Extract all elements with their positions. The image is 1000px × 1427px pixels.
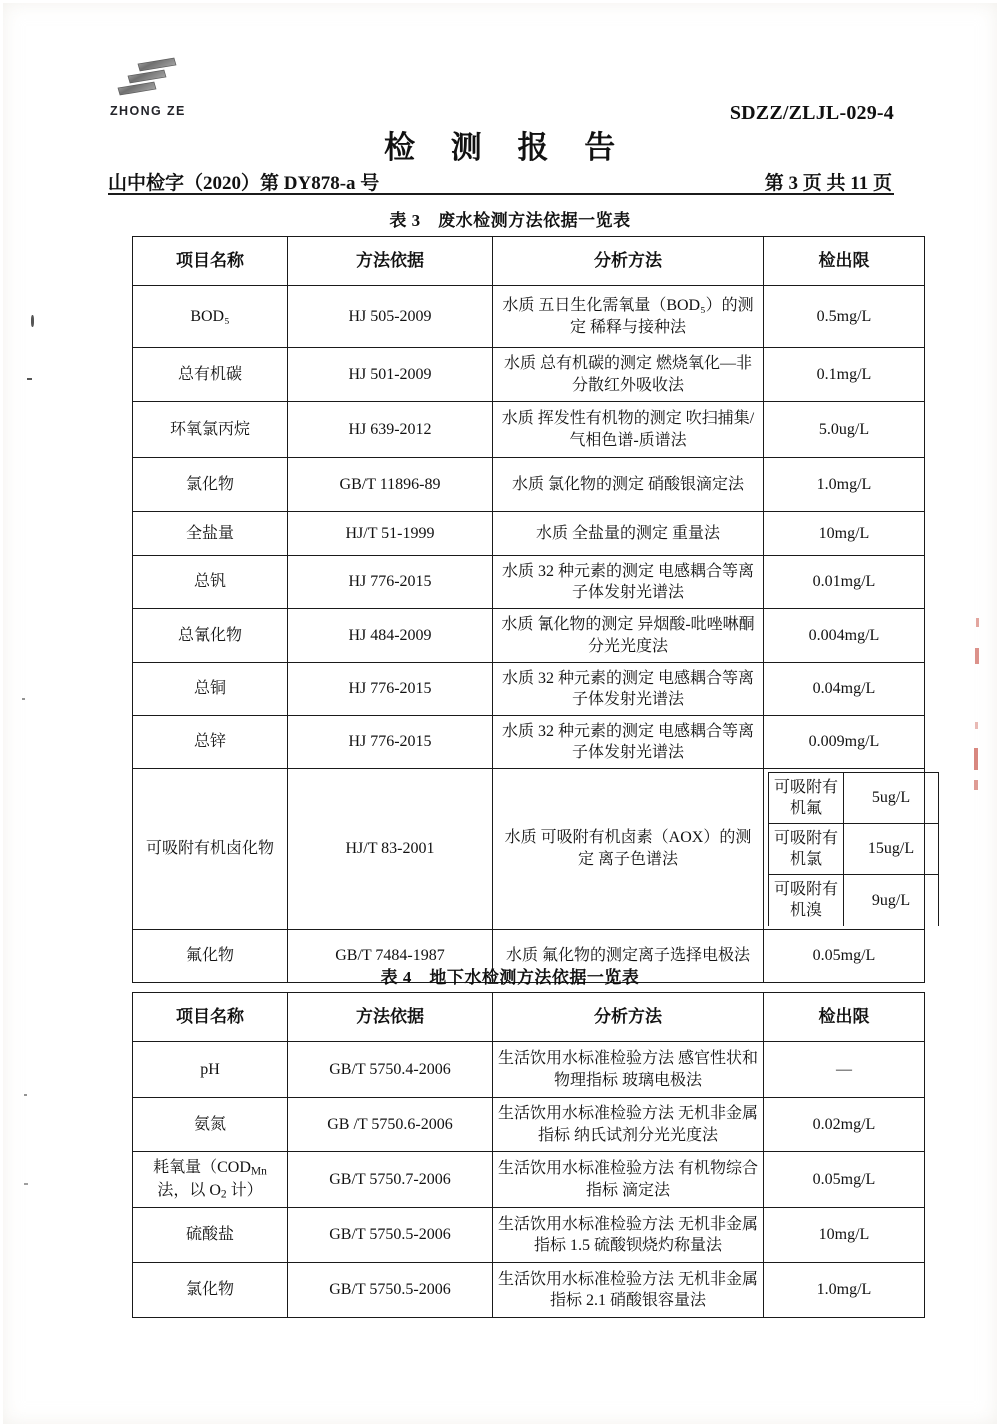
cell-limit: 0.02mg/L	[764, 1098, 925, 1152]
cell-basis: HJ 501-2009	[288, 348, 493, 402]
aox-sub-value: 9ug/L	[844, 875, 939, 926]
cell-method: 水质 氯化物的测定 硝酸银滴定法	[493, 458, 764, 512]
cell-basis: HJ 484-2009	[288, 609, 493, 663]
cell-limit: 1.0mg/L	[764, 458, 925, 512]
cell-method: 水质 32 种元素的测定 电感耦合等离子体发射光谱法	[493, 556, 764, 609]
cell-basis: GB/T 5750.5-2006	[288, 1263, 493, 1318]
cell-name: 硫酸盐	[133, 1208, 288, 1263]
stamp-edge-artifact	[974, 780, 978, 790]
cell-method: 水质 32 种元素的测定 电感耦合等离子体发射光谱法	[493, 716, 764, 769]
cell-method: 水质 五日生化需氧量（BOD₅）的测定 稀释与接种法	[493, 286, 764, 348]
table-row	[133, 716, 925, 769]
cell-method: 生活饮用水标准检验方法 无机非金属指标 纳氏试剂分光光度法	[493, 1098, 764, 1152]
cell-method: 生活饮用水标准检验方法 有机物综合指标 滴定法	[493, 1152, 764, 1208]
table-row-aox	[133, 769, 925, 930]
cell-method: 水质 总有机碳的测定 燃烧氧化—非分散红外吸收法	[493, 348, 764, 402]
cell-basis: GB/T 11896-89	[288, 458, 493, 512]
logo-wordmark: ZHONG ZE	[110, 104, 186, 118]
table3-col-basis: 方法依据	[288, 237, 493, 286]
table3-caption: 表 3 废水检测方法依据一览表	[389, 211, 631, 230]
scan-artifact	[24, 1183, 28, 1185]
table-row	[133, 458, 925, 512]
aox-sub-row	[769, 824, 939, 875]
cell-name: 氟化物	[133, 929, 288, 982]
table4-col-name: 项目名称	[133, 993, 288, 1042]
aox-sublimit-table	[768, 772, 939, 926]
table4-col-limit: 检出限	[764, 993, 925, 1042]
table-row	[133, 512, 925, 556]
cell-name: 氯化物	[133, 458, 288, 512]
aox-sub-label: 可吸附有机溴	[769, 875, 844, 926]
table-row	[133, 663, 925, 716]
cell-limit: 10mg/L	[764, 512, 925, 556]
cell-limit: 0.004mg/L	[764, 609, 925, 663]
cell-limit-group	[764, 769, 925, 930]
header-divider	[108, 193, 894, 195]
report-header	[108, 56, 894, 196]
cell-name: 总有机碳	[133, 348, 288, 402]
aox-sub-row	[769, 773, 939, 824]
cell-method: 水质 可吸附有机卤素（AOX）的测定 离子色谱法	[493, 769, 764, 930]
cell-limit: 0.1mg/L	[764, 348, 925, 402]
cell-method: 水质 全盐量的测定 重量法	[493, 512, 764, 556]
cell-name: 总锌	[133, 716, 288, 769]
cell-name: 耗氧量（$COD_{Mn}$ 法，以 $O_2$ 计）	[133, 1152, 288, 1208]
aox-sub-value: 15ug/L	[844, 824, 939, 875]
cell-name: 全盐量	[133, 512, 288, 556]
cell-name: 氯化物	[133, 1263, 288, 1318]
three-diagonal-bars-logo-icon	[112, 56, 204, 104]
cell-limit: 0.009mg/L	[764, 716, 925, 769]
cell-method: 生活饮用水标准检验方法 无机非金属指标 1.5 硫酸钡烧灼称量法	[493, 1208, 764, 1263]
scan-artifact	[24, 1094, 27, 1096]
cell-basis: HJ 776-2015	[288, 556, 493, 609]
cell-basis: GB/T 5750.4-2006	[288, 1042, 493, 1098]
document-code: SDZZ/ZLJL-029-4	[729, 102, 894, 124]
cell-basis: HJ 639-2012	[288, 402, 493, 458]
cell-name: 可吸附有机卤化物	[133, 769, 288, 930]
cell-basis: GB/T 5750.5-2006	[288, 1208, 493, 1263]
page-title: 检 测 报 告	[384, 130, 630, 165]
scan-artifact	[22, 698, 25, 700]
page-number: 第 3 页 共 11 页	[764, 173, 892, 194]
cell-basis: HJ/T 83-2001	[288, 769, 493, 930]
table4-col-basis: 方法依据	[288, 993, 493, 1042]
table3-col-method: 分析方法	[493, 237, 764, 286]
table-row	[133, 1042, 925, 1098]
cell-method: 水质 挥发性有机物的测定 吹扫捕集/气相色谱-质谱法	[493, 402, 764, 458]
table-row	[133, 556, 925, 609]
scan-artifact	[27, 378, 32, 380]
table4-header-row	[133, 993, 925, 1042]
stamp-edge-artifact	[974, 748, 978, 770]
cell-basis: GB/T 5750.7-2006	[288, 1152, 493, 1208]
cell-limit: 0.05mg/L	[764, 929, 925, 982]
cell-basis: HJ 776-2015	[288, 716, 493, 769]
table-row	[133, 402, 925, 458]
table4-col-method: 分析方法	[493, 993, 764, 1042]
groundwater-method-table	[132, 992, 925, 1318]
stamp-edge-artifact	[976, 618, 979, 627]
table3-header-row	[133, 237, 925, 286]
company-logo	[108, 56, 218, 128]
cell-limit: 0.5mg/L	[764, 286, 925, 348]
table-row	[133, 1263, 925, 1318]
cell-name: 总氰化物	[133, 609, 288, 663]
cell-name: 环氧氯丙烷	[133, 402, 288, 458]
report-number: 山中检字（2020）第 DY878-a 号	[108, 173, 380, 194]
cell-limit: 0.05mg/L	[764, 1152, 925, 1208]
cell-basis: HJ 776-2015	[288, 663, 493, 716]
cell-name: pH	[133, 1042, 288, 1098]
aox-sub-row	[769, 875, 939, 926]
cell-name: BOD₅	[133, 286, 288, 348]
cell-method: 水质 氰化物的测定 异烟酸-吡唑啉酮分光光度法	[493, 609, 764, 663]
table-row	[133, 1208, 925, 1263]
cell-method: 水质 氟化物的测定离子选择电极法	[493, 929, 764, 982]
table-row	[133, 286, 925, 348]
cell-basis: HJ 505-2009	[288, 286, 493, 348]
cell-basis: HJ/T 51-1999	[288, 512, 493, 556]
cell-limit: 0.04mg/L	[764, 663, 925, 716]
aox-sub-label: 可吸附有机氟	[769, 773, 844, 824]
stamp-edge-artifact	[975, 722, 978, 729]
cell-limit: 5.0ug/L	[764, 402, 925, 458]
table4-caption: 表 4 地下水检测方法依据一览表	[380, 968, 640, 987]
aox-sub-value: 5ug/L	[844, 773, 939, 824]
cell-limit: 10mg/L	[764, 1208, 925, 1263]
cell-name: 总钒	[133, 556, 288, 609]
stamp-edge-artifact	[975, 648, 979, 664]
table-row	[133, 1152, 925, 1208]
cell-basis: GB/T 7484-1987	[288, 929, 493, 982]
aox-sub-label: 可吸附有机氯	[769, 824, 844, 875]
table-row	[133, 348, 925, 402]
cell-method: 生活饮用水标准检验方法 无机非金属指标 2.1 硝酸银容量法	[493, 1263, 764, 1318]
cell-method: 水质 32 种元素的测定 电感耦合等离子体发射光谱法	[493, 663, 764, 716]
table3-col-limit: 检出限	[764, 237, 925, 286]
cell-limit: —	[764, 1042, 925, 1098]
cell-basis: GB /T 5750.6-2006	[288, 1098, 493, 1152]
table-row	[133, 1098, 925, 1152]
cell-name: 总铜	[133, 663, 288, 716]
scan-artifact	[31, 315, 34, 327]
table3-col-name: 项目名称	[133, 237, 288, 286]
cell-limit: 0.01mg/L	[764, 556, 925, 609]
cell-name: 氨氮	[133, 1098, 288, 1152]
cell-limit: 1.0mg/L	[764, 1263, 925, 1318]
cell-method: 生活饮用水标准检验方法 感官性状和物理指标 玻璃电极法	[493, 1042, 764, 1098]
table-row	[133, 609, 925, 663]
wastewater-method-table	[132, 236, 925, 983]
